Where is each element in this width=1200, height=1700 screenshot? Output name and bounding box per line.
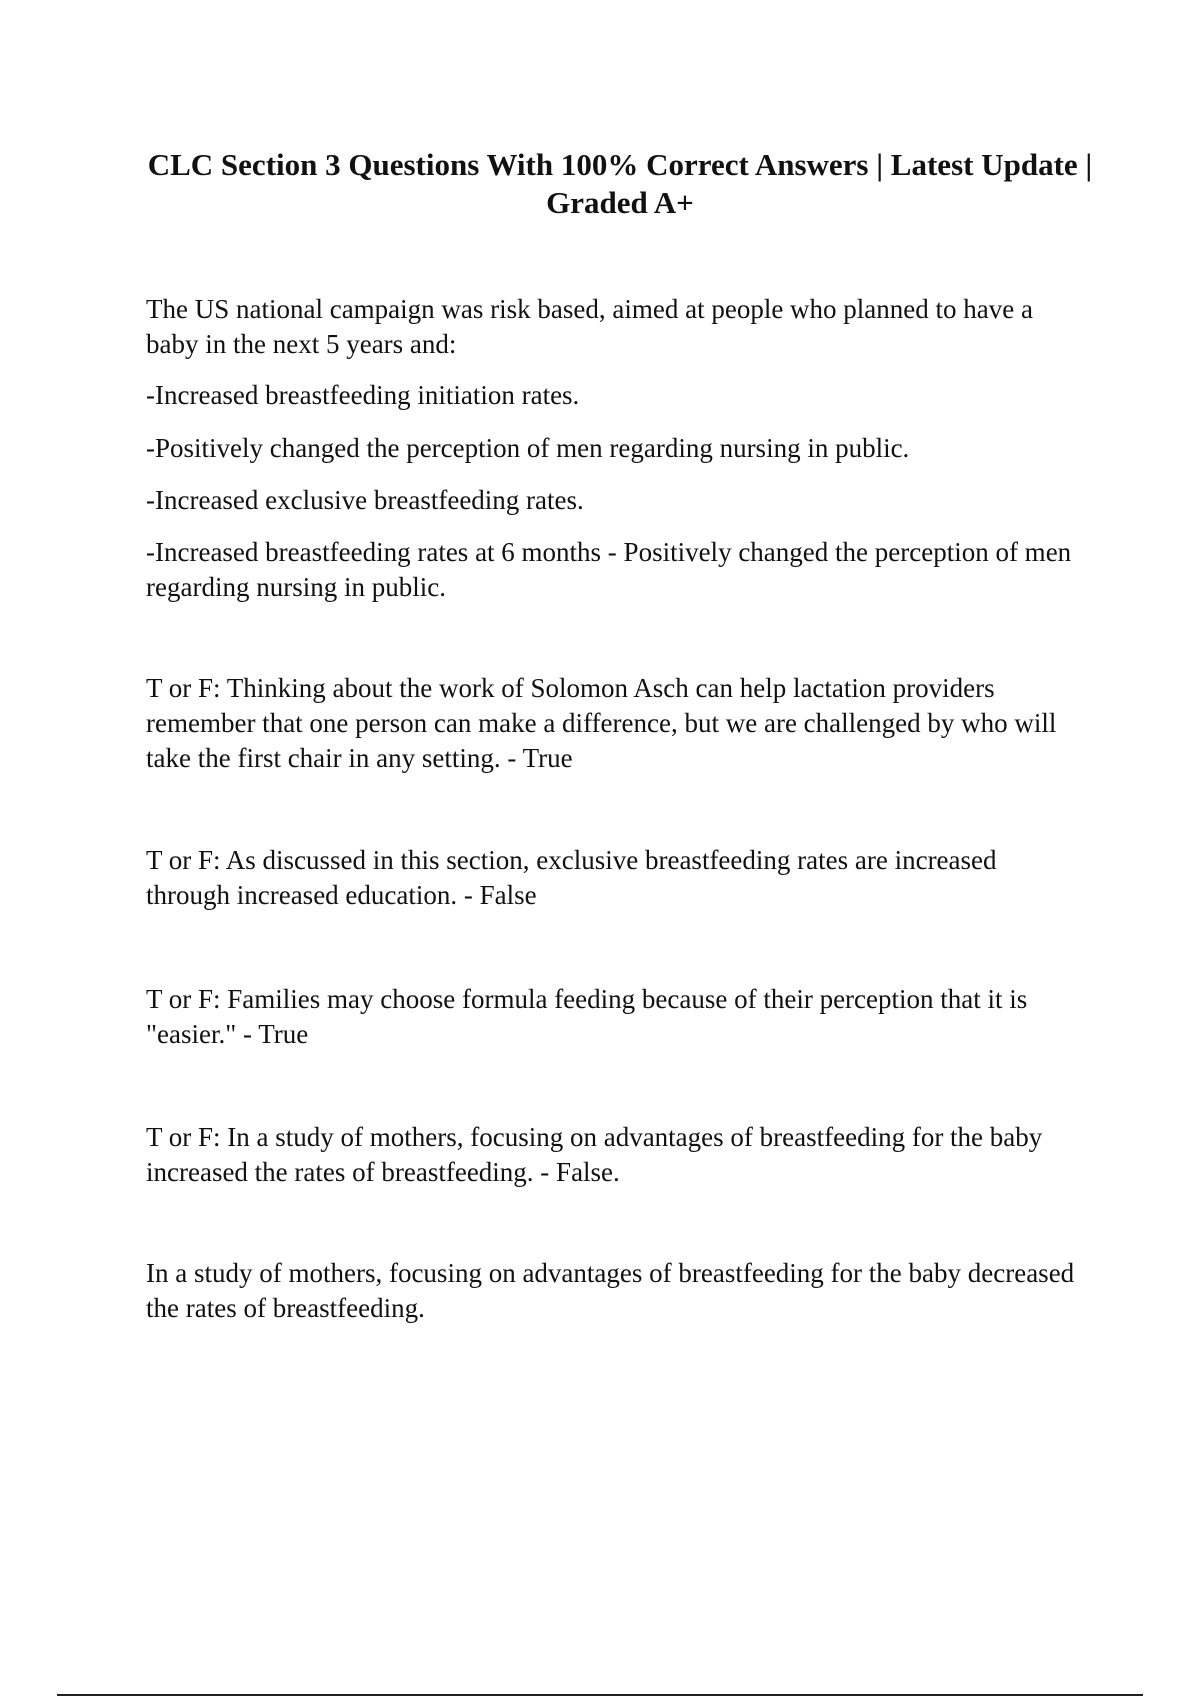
- footer-rule: [57, 1694, 1143, 1696]
- answer-option-4: -Increased breastfeeding rates at 6 months - Positively changed the perception of men regarding nursing in public.: [146, 537, 1072, 602]
- question-formula: T or F: Families may choose formula feeding because of their perception that it is "easier." - True: [146, 984, 1028, 1049]
- question-asch: T or F: Thinking about the work of Solomon Asch can help lactation providers remember that one person can make a difference, but we are challenged by who will take the first chair in any setting. - True: [146, 673, 1057, 773]
- question-intro: The US national campaign was risk based, aimed at people who planned to have a baby in the next 5 years and:: [146, 294, 1033, 359]
- document-title: CLC Section 3 Questions With 100% Correct Answers | Latest Update | Graded A+: [147, 147, 1093, 220]
- answer-option-2: -Positively changed the perception of men regarding nursing in public.: [146, 433, 910, 463]
- question-study-true-false: T or F: In a study of mothers, focusing on advantages of breastfeeding for the baby increased the rates of breastfeeding. - False.: [146, 1122, 1043, 1187]
- answer-option-1: -Increased breastfeeding initiation rates.: [146, 380, 580, 410]
- study-statement: In a study of mothers, focusing on advantages of breastfeeding for the baby decreased the rates of breastfeeding.: [146, 1258, 1075, 1323]
- answer-option-3: -Increased exclusive breastfeeding rates.: [146, 485, 584, 515]
- question-education: T or F: As discussed in this section, exclusive breastfeeding rates are increased through increased education. - False: [146, 845, 997, 910]
